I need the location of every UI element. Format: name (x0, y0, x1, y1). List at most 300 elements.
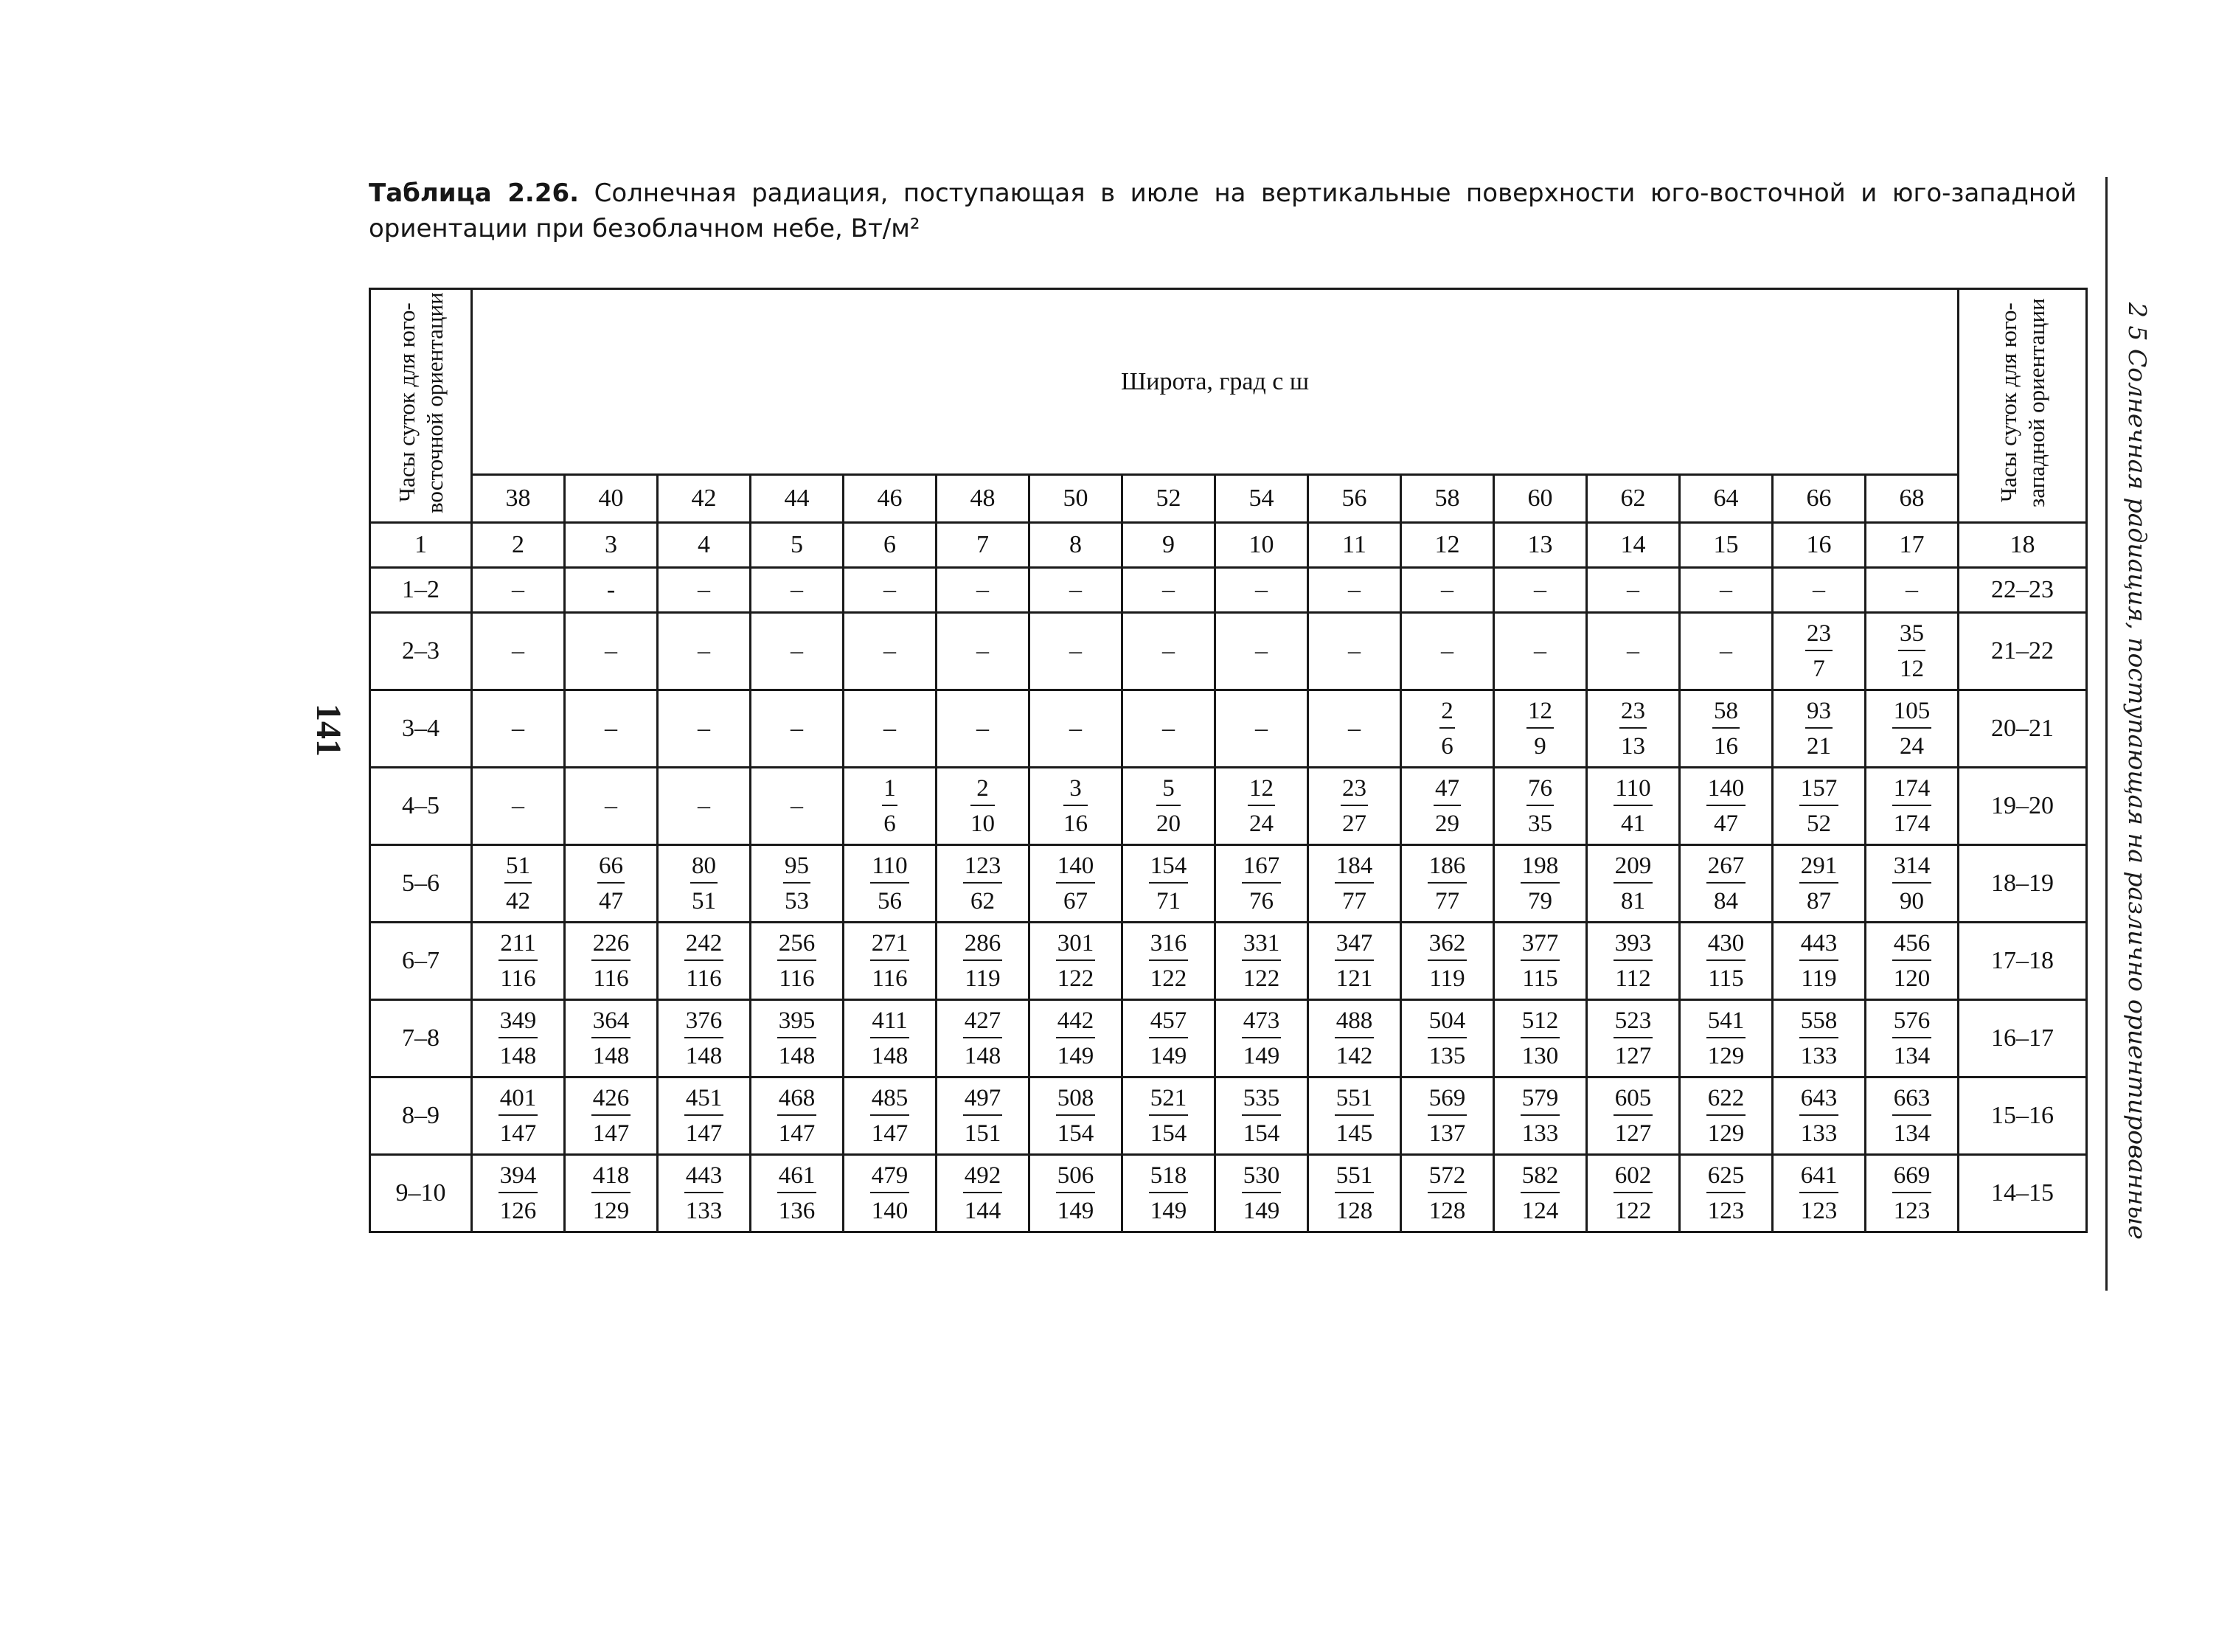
direct-radiation-value: 12 (1526, 696, 1554, 729)
diffuse-radiation-value: 67 (1063, 888, 1088, 914)
empty-value-cell: – (565, 690, 658, 768)
direct-radiation-value: 95 (783, 851, 810, 884)
diffuse-radiation-value: 6 (883, 811, 896, 837)
direct-radiation-value: 393 (1614, 929, 1653, 961)
radiation-fraction (1149, 851, 1189, 916)
radiation-value-cell (1401, 768, 1494, 845)
diffuse-radiation-value: 52 (1807, 811, 1831, 837)
empty-value-cell: – (658, 690, 751, 768)
radiation-fraction (1439, 696, 1455, 761)
radiation-fraction (1799, 1006, 1839, 1071)
diffuse-radiation-value: 122 (1614, 1198, 1652, 1224)
diffuse-radiation-value: 133 (1800, 1120, 1838, 1147)
diffuse-radiation-value: 29 (1435, 811, 1459, 837)
direct-radiation-value: 174 (1892, 774, 1932, 806)
direct-radiation-value: 140 (1706, 774, 1746, 806)
radiation-fraction (591, 1006, 631, 1071)
diffuse-radiation-value: 116 (500, 965, 536, 992)
radiation-fraction (963, 929, 1003, 993)
radiation-fraction (1242, 929, 1282, 993)
radiation-value-cell (1122, 845, 1215, 923)
diffuse-radiation-value: 53 (785, 888, 809, 914)
column-number-cell: 14 (1587, 523, 1680, 568)
empty-value-cell: – (844, 613, 937, 690)
direct-radiation-value: 140 (1056, 851, 1096, 884)
direct-radiation-value: 123 (963, 851, 1003, 884)
radiation-value-cell (1215, 1000, 1308, 1077)
radiation-value-cell (937, 1155, 1029, 1232)
empty-value-cell: - (565, 568, 658, 613)
direct-radiation-value: 473 (1242, 1006, 1282, 1038)
radiation-value-cell (1773, 613, 1866, 690)
radiation-value-cell (1587, 845, 1680, 923)
direct-radiation-value: 2 (970, 774, 995, 806)
direct-radiation-value: 110 (870, 851, 909, 884)
column-number-cell: 16 (1773, 523, 1866, 568)
empty-value-cell: – (472, 768, 565, 845)
radiation-fraction (499, 929, 537, 993)
radiation-fraction (1149, 1083, 1189, 1148)
radiation-fraction (777, 1083, 817, 1148)
radiation-value-cell (1029, 1000, 1122, 1077)
radiation-fraction (1248, 774, 1275, 839)
column-number-cell: 1 (370, 523, 472, 568)
diffuse-radiation-value: 144 (964, 1198, 1001, 1224)
southwest-hours-cell: 18–19 (1959, 845, 2087, 923)
diffuse-radiation-value: 7 (1813, 656, 1825, 682)
diffuse-radiation-value: 145 (1335, 1120, 1373, 1147)
table-row (370, 923, 2087, 1000)
direct-radiation-value: 643 (1799, 1083, 1839, 1116)
diffuse-radiation-value: 140 (871, 1198, 909, 1224)
direct-radiation-value: 51 (504, 851, 532, 884)
radiation-fraction (1063, 774, 1088, 839)
diffuse-radiation-value: 154 (1057, 1120, 1094, 1147)
radiation-value-cell (1401, 1155, 1494, 1232)
radiation-fraction (783, 851, 810, 916)
radiation-fraction (591, 929, 631, 993)
radiation-value-cell (565, 1000, 658, 1077)
direct-radiation-value: 622 (1706, 1083, 1746, 1116)
direct-radiation-value: 198 (1521, 851, 1560, 884)
header-southwest-label: Часы суток для юго-западной ориентации (1995, 297, 2049, 507)
empty-value-cell: – (1680, 568, 1773, 613)
latitude-header-cell: 64 (1680, 475, 1773, 523)
direct-radiation-value: 669 (1892, 1161, 1932, 1193)
direct-radiation-value: 479 (870, 1161, 910, 1193)
radiation-fraction (1892, 1083, 1932, 1148)
direct-radiation-value: 535 (1242, 1083, 1282, 1116)
empty-value-cell: – (1308, 690, 1401, 768)
direct-radiation-value: 58 (1712, 696, 1740, 729)
diffuse-radiation-value: 147 (871, 1120, 909, 1147)
radiation-value-cell (1494, 768, 1587, 845)
direct-radiation-value: 5 (1156, 774, 1181, 806)
southeast-hours-cell: 6–7 (370, 923, 472, 1000)
diffuse-radiation-value: 27 (1342, 811, 1366, 837)
direct-radiation-value: 394 (499, 1161, 538, 1193)
direct-radiation-value: 331 (1242, 929, 1282, 961)
diffuse-radiation-value: 148 (592, 1043, 630, 1069)
radiation-value-cell (844, 768, 937, 845)
empty-value-cell: – (1308, 613, 1401, 690)
radiation-fraction (591, 1083, 631, 1148)
direct-radiation-value: 316 (1149, 929, 1189, 961)
radiation-value-cell (1866, 1155, 1959, 1232)
radiation-value-cell (565, 845, 658, 923)
radiation-fraction (963, 1083, 1003, 1148)
radiation-fraction (870, 1161, 910, 1226)
direct-radiation-value: 301 (1056, 929, 1096, 961)
direct-radiation-value: 605 (1614, 1083, 1653, 1116)
diffuse-radiation-value: 149 (1057, 1043, 1094, 1069)
empty-value-cell: – (1494, 568, 1587, 613)
diffuse-radiation-value: 149 (1243, 1043, 1280, 1069)
radiation-fraction (963, 1006, 1003, 1071)
direct-radiation-value: 602 (1614, 1161, 1653, 1193)
direct-radiation-value: 364 (591, 1006, 631, 1038)
radiation-fraction (499, 1083, 538, 1148)
radiation-fraction (1892, 1161, 1932, 1226)
column-number-cell: 8 (1029, 523, 1122, 568)
diffuse-radiation-value: 133 (1800, 1043, 1838, 1069)
radiation-value-cell (472, 1077, 565, 1155)
direct-radiation-value: 461 (777, 1161, 817, 1193)
radiation-fraction (1335, 851, 1375, 916)
direct-radiation-value: 105 (1892, 696, 1932, 729)
direct-radiation-value: 508 (1056, 1083, 1096, 1116)
diffuse-radiation-value: 20 (1156, 811, 1181, 837)
radiation-value-cell (1308, 1000, 1401, 1077)
margin-rule (2105, 177, 2108, 1291)
diffuse-radiation-value: 127 (1614, 1043, 1652, 1069)
diffuse-radiation-value: 133 (685, 1198, 723, 1224)
diffuse-radiation-value: 119 (1429, 965, 1465, 992)
column-number-row (370, 523, 2087, 568)
diffuse-radiation-value: 47 (1714, 811, 1738, 837)
diffuse-radiation-value: 56 (878, 888, 902, 914)
radiation-value-cell (1401, 1077, 1494, 1155)
column-number-cell: 13 (1494, 523, 1587, 568)
diffuse-radiation-value: 135 (1428, 1043, 1466, 1069)
direct-radiation-value: 23 (1619, 696, 1647, 729)
radiation-fraction (1799, 1083, 1839, 1148)
diffuse-radiation-value: 126 (499, 1198, 537, 1224)
diffuse-radiation-value: 149 (1057, 1198, 1094, 1224)
radiation-fraction (1706, 1006, 1746, 1071)
diffuse-radiation-value: 122 (1150, 965, 1187, 992)
direct-radiation-value: 347 (1335, 929, 1375, 961)
diffuse-radiation-value: 134 (1893, 1043, 1931, 1069)
radiation-fraction (1242, 1083, 1282, 1148)
radiation-fraction (1434, 774, 1461, 839)
radiation-fraction (1706, 1083, 1746, 1148)
diffuse-radiation-value: 133 (1521, 1120, 1559, 1147)
diffuse-radiation-value: 123 (1800, 1198, 1838, 1224)
radiation-fraction (1521, 1161, 1560, 1226)
radiation-value-cell (1866, 613, 1959, 690)
southwest-hours-cell: 16–17 (1959, 1000, 2087, 1077)
radiation-fraction (1614, 1006, 1653, 1071)
radiation-value-cell (658, 1155, 751, 1232)
direct-radiation-value: 76 (1526, 774, 1554, 806)
direct-radiation-value: 430 (1706, 929, 1746, 961)
radiation-fraction (1156, 774, 1181, 839)
radiation-value-cell (1773, 1077, 1866, 1155)
radiation-fraction (1614, 774, 1652, 839)
direct-radiation-value: 641 (1799, 1161, 1839, 1193)
direct-radiation-value: 157 (1799, 774, 1839, 806)
radiation-fraction (1526, 774, 1554, 839)
radiation-fraction (1242, 851, 1282, 916)
direct-radiation-value: 242 (684, 929, 724, 961)
latitude-header-cell: 68 (1866, 475, 1959, 523)
radiation-value-cell (472, 1155, 565, 1232)
radiation-value-cell (1866, 1000, 1959, 1077)
direct-radiation-value: 66 (597, 851, 625, 884)
radiation-value-cell (1308, 1155, 1401, 1232)
diffuse-radiation-value: 130 (1521, 1043, 1559, 1069)
diffuse-radiation-value: 21 (1807, 733, 1831, 760)
radiation-fraction (1614, 851, 1653, 916)
column-number-cell: 12 (1401, 523, 1494, 568)
radiation-fraction (1242, 1006, 1282, 1071)
radiation-value-cell (1773, 690, 1866, 768)
radiation-value-cell (565, 923, 658, 1000)
empty-value-cell: – (658, 568, 751, 613)
radiation-fraction (1614, 1161, 1653, 1226)
radiation-value-cell (1122, 1000, 1215, 1077)
header-southwest-hours (1959, 289, 2087, 523)
radiation-value-cell (1680, 1155, 1773, 1232)
diffuse-radiation-value: 76 (1249, 888, 1274, 914)
diffuse-radiation-value: 136 (778, 1198, 816, 1224)
radiation-fraction (591, 1161, 631, 1226)
radiation-value-cell (1029, 1077, 1122, 1155)
radiation-fraction (1335, 1161, 1375, 1226)
empty-value-cell: – (472, 690, 565, 768)
column-number-cell: 9 (1122, 523, 1215, 568)
radiation-fraction (1526, 696, 1554, 761)
latitude-row (370, 475, 2087, 523)
southeast-hours-cell: 7–8 (370, 1000, 472, 1077)
radiation-value-cell (1773, 923, 1866, 1000)
diffuse-radiation-value: 149 (1150, 1198, 1187, 1224)
southeast-hours-cell: 8–9 (370, 1077, 472, 1155)
diffuse-radiation-value: 10 (970, 811, 995, 837)
direct-radiation-value: 209 (1614, 851, 1653, 884)
radiation-value-cell (844, 1077, 937, 1155)
direct-radiation-value: 291 (1799, 851, 1839, 884)
radiation-value-cell (1215, 845, 1308, 923)
radiation-value-cell (1215, 768, 1308, 845)
diffuse-radiation-value: 9 (1534, 733, 1546, 760)
diffuse-radiation-value: 62 (970, 888, 995, 914)
diffuse-radiation-value: 6 (1441, 733, 1453, 760)
column-number-cell: 10 (1215, 523, 1308, 568)
radiation-value-cell (1401, 690, 1494, 768)
radiation-fraction (1706, 929, 1746, 993)
radiation-fraction (963, 851, 1003, 916)
radiation-value-cell (1308, 1077, 1401, 1155)
radiation-value-cell (1587, 1000, 1680, 1077)
diffuse-radiation-value: 149 (1150, 1043, 1187, 1069)
column-number-cell: 3 (565, 523, 658, 568)
radiation-value-cell (1680, 690, 1773, 768)
diffuse-radiation-value: 47 (599, 888, 623, 914)
radiation-fraction (1521, 1006, 1560, 1071)
direct-radiation-value: 314 (1892, 851, 1932, 884)
diffuse-radiation-value: 87 (1807, 888, 1831, 914)
empty-value-cell: – (1494, 613, 1587, 690)
empty-value-cell: – (1029, 690, 1122, 768)
radiation-value-cell (1494, 1000, 1587, 1077)
radiation-value-cell (1122, 1155, 1215, 1232)
column-number-cell: 2 (472, 523, 565, 568)
radiation-value-cell (658, 845, 751, 923)
radiation-value-cell (1401, 845, 1494, 923)
empty-value-cell: – (1215, 568, 1308, 613)
column-number-cell: 7 (937, 523, 1029, 568)
diffuse-radiation-value: 71 (1156, 888, 1181, 914)
empty-value-cell: – (1122, 568, 1215, 613)
diffuse-radiation-value: 121 (1335, 965, 1373, 992)
radiation-fraction (1521, 1083, 1560, 1148)
empty-value-cell: – (751, 568, 844, 613)
column-number-cell: 18 (1959, 523, 2087, 568)
direct-radiation-value: 551 (1335, 1161, 1375, 1193)
radiation-value-cell (1308, 845, 1401, 923)
radiation-value-cell (1866, 1077, 1959, 1155)
header-latitude (472, 289, 1959, 475)
radiation-value-cell (1494, 845, 1587, 923)
direct-radiation-value: 451 (684, 1083, 724, 1116)
radiation-fraction (1242, 1161, 1282, 1226)
radiation-fraction (870, 929, 910, 993)
direct-radiation-value: 211 (499, 929, 537, 961)
radiation-value-cell (844, 1155, 937, 1232)
direct-radiation-value: 572 (1428, 1161, 1467, 1193)
radiation-value-cell (1029, 1155, 1122, 1232)
radiation-fraction (1149, 929, 1189, 993)
radiation-value-cell (937, 1077, 1029, 1155)
radiation-value-cell (1215, 1155, 1308, 1232)
diffuse-radiation-value: 35 (1528, 811, 1552, 837)
radiation-value-cell (937, 1000, 1029, 1077)
direct-radiation-value: 468 (777, 1083, 817, 1116)
radiation-fraction (690, 851, 718, 916)
direct-radiation-value: 579 (1521, 1083, 1560, 1116)
direct-radiation-value: 3 (1063, 774, 1088, 806)
diffuse-radiation-value: 13 (1621, 733, 1645, 760)
diffuse-radiation-value: 119 (1801, 965, 1837, 992)
direct-radiation-value: 110 (1614, 774, 1652, 806)
direct-radiation-value: 523 (1614, 1006, 1653, 1038)
diffuse-radiation-value: 129 (592, 1198, 630, 1224)
radiation-value-cell (844, 1000, 937, 1077)
empty-value-cell: – (1029, 568, 1122, 613)
empty-value-cell: – (1866, 568, 1959, 613)
radiation-value-cell (1587, 1077, 1680, 1155)
diffuse-radiation-value: 84 (1714, 888, 1738, 914)
direct-radiation-value: 35 (1898, 619, 1925, 651)
radiation-value-cell (472, 1000, 565, 1077)
radiation-fraction (1428, 1006, 1467, 1071)
latitude-header-cell: 50 (1029, 475, 1122, 523)
radiation-value-cell (1866, 845, 1959, 923)
radiation-value-cell (937, 923, 1029, 1000)
radiation-fraction (1799, 851, 1839, 916)
radiation-fraction (777, 1006, 817, 1071)
southeast-hours-cell: 2–3 (370, 613, 472, 690)
radiation-value-cell (1308, 768, 1401, 845)
diffuse-radiation-value: 148 (964, 1043, 1001, 1069)
direct-radiation-value: 576 (1892, 1006, 1932, 1038)
radiation-value-cell (1866, 690, 1959, 768)
radiation-fraction (1898, 619, 1925, 684)
diffuse-radiation-value: 129 (1707, 1120, 1745, 1147)
radiation-value-cell (751, 845, 844, 923)
direct-radiation-value: 426 (591, 1083, 631, 1116)
diffuse-radiation-value: 77 (1342, 888, 1366, 914)
empty-value-cell: – (1215, 690, 1308, 768)
radiation-fraction (1706, 851, 1746, 916)
radiation-fraction (870, 1083, 910, 1148)
diffuse-radiation-value: 148 (778, 1043, 816, 1069)
empty-value-cell: – (937, 613, 1029, 690)
diffuse-radiation-value: 12 (1900, 656, 1925, 682)
radiation-fraction (1056, 929, 1096, 993)
radiation-value-cell (1494, 923, 1587, 1000)
table-row (370, 1000, 2087, 1077)
empty-value-cell: – (751, 690, 844, 768)
direct-radiation-value: 504 (1428, 1006, 1467, 1038)
radiation-value-cell (472, 923, 565, 1000)
direct-radiation-value: 512 (1521, 1006, 1560, 1038)
latitude-header-cell: 52 (1122, 475, 1215, 523)
radiation-value-cell (658, 1000, 751, 1077)
direct-radiation-value: 530 (1242, 1161, 1282, 1193)
radiation-value-cell (472, 845, 565, 923)
table-row (370, 845, 2087, 923)
diffuse-radiation-value: 122 (1057, 965, 1094, 992)
empty-value-cell: – (1029, 613, 1122, 690)
diffuse-radiation-value: 128 (1428, 1198, 1466, 1224)
direct-radiation-value: 80 (690, 851, 718, 884)
radiation-value-cell (1773, 768, 1866, 845)
empty-value-cell: – (658, 768, 751, 845)
radiation-fraction (1056, 851, 1096, 916)
direct-radiation-value: 226 (591, 929, 631, 961)
diffuse-radiation-value: 129 (1707, 1043, 1745, 1069)
radiation-value-cell (1773, 1000, 1866, 1077)
diffuse-radiation-value: 124 (1521, 1198, 1559, 1224)
latitude-header-cell: 60 (1494, 475, 1587, 523)
direct-radiation-value: 456 (1892, 929, 1932, 961)
empty-value-cell: – (1773, 568, 1866, 613)
direct-radiation-value: 663 (1892, 1083, 1932, 1116)
radiation-value-cell (1680, 1077, 1773, 1155)
header-latitude-label: Широта, град с ш (1121, 367, 1310, 395)
table-caption (369, 176, 2077, 246)
diffuse-radiation-value: 116 (779, 965, 815, 992)
radiation-value-cell (1494, 1155, 1587, 1232)
empty-value-cell: – (937, 690, 1029, 768)
direct-radiation-value: 582 (1521, 1161, 1560, 1193)
column-number-cell: 11 (1308, 523, 1401, 568)
empty-value-cell: – (844, 568, 937, 613)
diffuse-radiation-value: 174 (1893, 811, 1931, 837)
